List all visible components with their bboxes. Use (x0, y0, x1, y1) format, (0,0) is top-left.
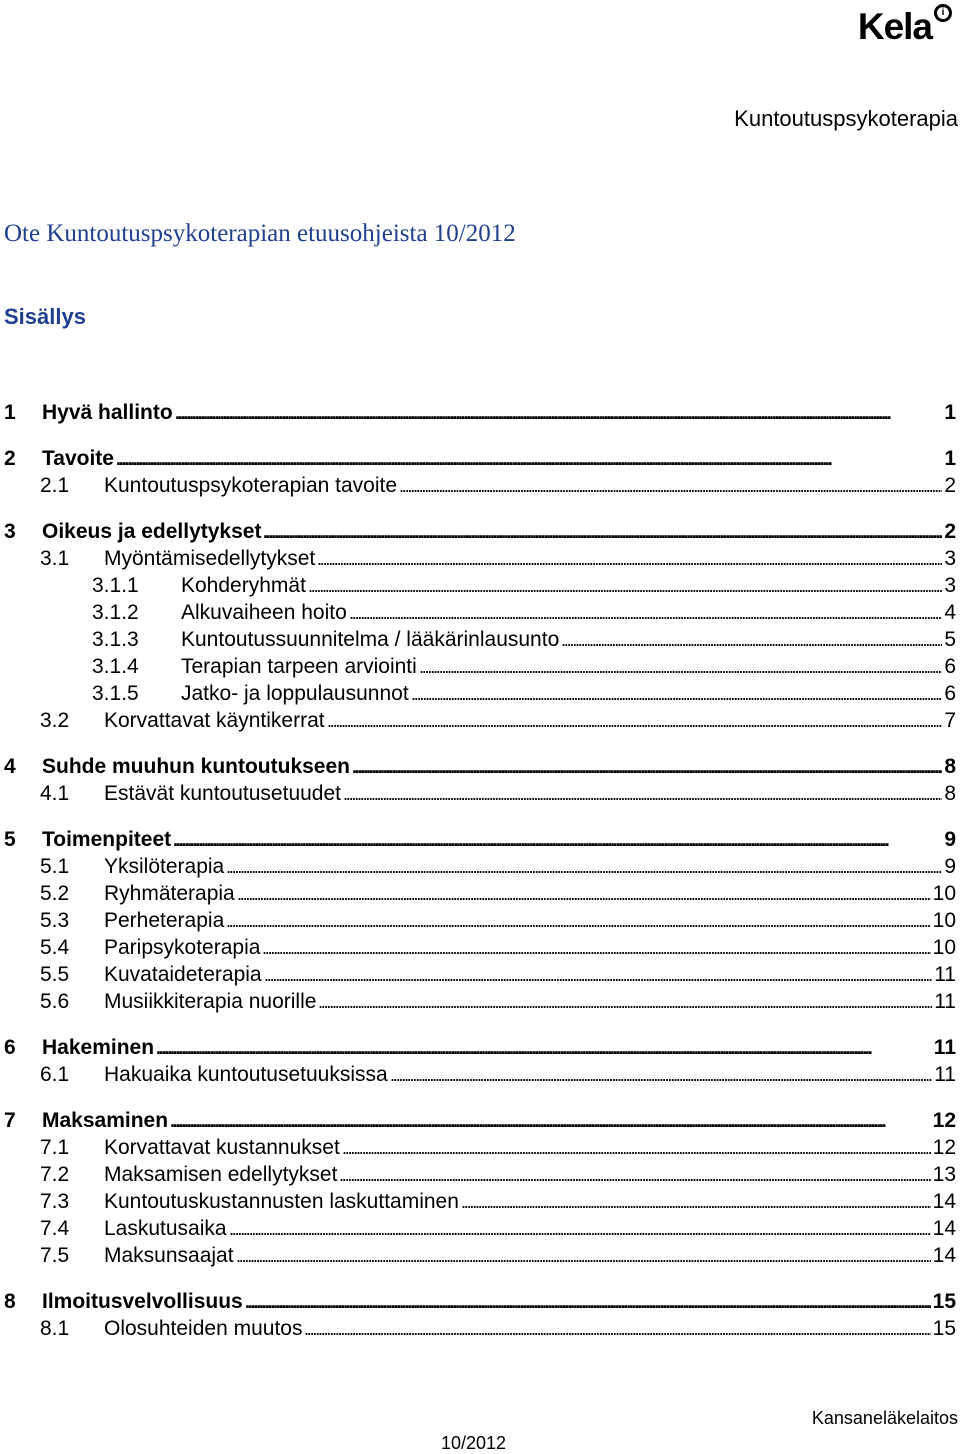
toc-entry-page: 9 (944, 855, 956, 878)
toc-leader-dots (399, 472, 942, 499)
toc-entry-page: 11 (934, 1063, 956, 1086)
toc-entry-title: Maksunsaajat (104, 1244, 234, 1267)
toc-entry[interactable] (4, 988, 956, 1015)
toc-entry-page: 2 (944, 474, 956, 497)
toc-entry-number: 7.5 (40, 1244, 70, 1267)
toc-entry[interactable] (4, 1315, 956, 1342)
toc-leader-dots (561, 626, 942, 653)
toc-entry[interactable] (4, 826, 956, 853)
toc-entry-number: 5.2 (40, 882, 70, 905)
toc-entry[interactable] (4, 1161, 956, 1188)
toc-entry-number: 3.1.3 (92, 628, 139, 651)
toc-entry-number: 7.3 (40, 1190, 70, 1213)
toc-entry-title: Perheterapia (104, 909, 225, 932)
toc-entry-number: 5.6 (40, 990, 70, 1013)
toc-leader-dots (237, 880, 931, 907)
toc-leader-dots (263, 518, 942, 545)
toc-entry-title: Oikeus ja edellytykset (42, 520, 262, 543)
toc-entry-title: Laskutusaika (104, 1217, 227, 1240)
toc-entry-page: 15 (932, 1317, 956, 1340)
footer-organization: Kansaneläkelaitos (811, 1408, 958, 1428)
toc-entry-number: 3.1.4 (92, 655, 139, 678)
table-of-contents (4, 399, 956, 1342)
toc-entry-number: 8.1 (40, 1317, 70, 1340)
toc-entry-title: Kuntoutuskustannusten laskuttaminen (104, 1190, 459, 1213)
toc-entry-page: 8 (944, 755, 956, 778)
toc-entry[interactable] (4, 707, 956, 734)
toc-entry-title: Maksamisen edellytykset (104, 1163, 338, 1186)
toc-entry-page: 14 (932, 1190, 956, 1213)
toc-entry-page: 13 (932, 1163, 956, 1186)
document-type: Kuntoutuspsykoterapia (734, 106, 958, 131)
toc-entry[interactable] (4, 907, 956, 934)
toc-entry-page: 10 (932, 909, 956, 932)
toc-entry-title: Alkuvaiheen hoito (181, 601, 347, 624)
toc-entry-number: 7.2 (40, 1163, 70, 1186)
toc-entry-title: Paripsykoterapia (104, 936, 261, 959)
toc-entry-number: 3.1.1 (92, 574, 139, 597)
toc-entry-number: 3.1 (40, 547, 70, 570)
toc-leader-dots (245, 1288, 931, 1315)
toc-leader-dots (156, 1034, 932, 1061)
toc-entry[interactable] (4, 626, 956, 653)
toc-leader-dots (390, 1061, 932, 1088)
toc-leader-dots (116, 445, 942, 472)
toc-entry-title: Musiikkiterapia nuorille (104, 990, 317, 1013)
toc-leader-dots (262, 934, 931, 961)
toc-entry-number: 5.1 (40, 855, 70, 878)
toc-entry-number: 4.1 (40, 782, 70, 805)
toc-entry-title: Yksilöterapia (104, 855, 225, 878)
toc-leader-dots (342, 1134, 931, 1161)
toc-entry[interactable] (4, 680, 956, 707)
toc-leader-dots (264, 961, 932, 988)
toc-entry[interactable] (4, 599, 956, 626)
toc-entry-number: 6.1 (40, 1063, 70, 1086)
toc-entry-number: 4 (4, 755, 16, 778)
toc-entry-number: 5.5 (40, 963, 70, 986)
toc-entry-page: 1 (944, 447, 956, 470)
toc-entry[interactable] (4, 1107, 956, 1134)
toc-entry-page: 10 (932, 882, 956, 905)
toc-entry-title: Maksaminen (42, 1109, 169, 1132)
toc-leader-dots (236, 1242, 931, 1269)
toc-entry-title: Toimenpiteet (42, 828, 172, 851)
toc-entry[interactable] (4, 880, 956, 907)
toc-leader-dots (343, 780, 942, 807)
toc-entry-number: 7 (4, 1109, 16, 1132)
toc-leader-dots (349, 599, 942, 626)
toc-entry-number: 3.1.5 (92, 682, 139, 705)
toc-entry[interactable] (4, 1034, 956, 1061)
toc-entry-page: 11 (934, 990, 956, 1013)
toc-entry-page: 15 (932, 1290, 956, 1313)
toc-entry-title: Korvattavat kustannukset (104, 1136, 340, 1159)
logo-wordmark: Kela (857, 6, 932, 47)
toc-leader-dots (304, 1315, 931, 1342)
toc-entry[interactable] (4, 1188, 956, 1215)
toc-entry[interactable] (4, 653, 956, 680)
toc-entry[interactable] (4, 753, 956, 780)
toc-entry-page: 11 (934, 963, 956, 986)
toc-entry-number: 5 (4, 828, 16, 851)
contents-heading: Sisällys (4, 304, 86, 329)
toc-leader-dots (229, 1215, 931, 1242)
toc-entry[interactable] (4, 472, 956, 499)
toc-entry-page: 11 (933, 1036, 956, 1059)
toc-entry-title: Tavoite (42, 447, 114, 470)
info-mark-icon: i (934, 4, 952, 22)
toc-entry-title: Ilmoitusvelvollisuus (42, 1290, 243, 1313)
toc-leader-dots (352, 753, 942, 780)
toc-entry-page: 9 (944, 828, 956, 851)
toc-entry-page: 1 (944, 401, 956, 424)
toc-leader-dots (318, 988, 932, 1015)
toc-entry-number: 5.4 (40, 936, 70, 959)
toc-entry-number: 5.3 (40, 909, 70, 932)
toc-entry-page: 8 (944, 782, 956, 805)
toc-entry-title: Kuvataideterapia (104, 963, 262, 986)
toc-entry-page: 6 (944, 655, 956, 678)
toc-entry-title: Kuntoutussuunnitelma / lääkärinlausunto (181, 628, 560, 651)
toc-entry[interactable] (4, 780, 956, 807)
toc-entry-title: Jatko- ja loppulausunnot (181, 682, 409, 705)
toc-entry[interactable] (4, 545, 956, 572)
toc-entry-number: 2.1 (40, 474, 70, 497)
toc-entry-number: 7.4 (40, 1217, 70, 1240)
toc-entry[interactable] (4, 399, 956, 426)
toc-entry-number: 8 (4, 1290, 16, 1313)
toc-entry-title: Kuntoutuspsykoterapian tavoite (104, 474, 398, 497)
toc-entry-title: Hyvä hallinto (42, 401, 173, 424)
toc-entry-page: 12 (932, 1109, 956, 1132)
toc-entry-number: 3.2 (40, 709, 70, 732)
toc-entry[interactable] (4, 853, 956, 880)
toc-entry-title: Hakeminen (42, 1036, 155, 1059)
toc-entry[interactable] (4, 934, 956, 961)
toc-entry-title: Terapian tarpeen arviointi (181, 655, 417, 678)
toc-entry-page: 14 (932, 1217, 956, 1240)
toc-entry-page: 14 (932, 1244, 956, 1267)
toc-entry-page: 6 (944, 682, 956, 705)
toc-entry-title: Ryhmäterapia (104, 882, 235, 905)
toc-entry-page: 3 (944, 574, 956, 597)
toc-leader-dots (411, 680, 942, 707)
toc-entry[interactable] (4, 961, 956, 988)
toc-leader-dots (327, 707, 942, 734)
toc-entry-page: 3 (944, 547, 956, 570)
toc-leader-dots (419, 653, 942, 680)
toc-entry[interactable] (4, 1134, 956, 1161)
toc-entry-page: 7 (944, 709, 956, 732)
toc-entry-page: 4 (944, 601, 956, 624)
toc-entry-number: 3 (4, 520, 16, 543)
toc-entry-number: 2 (4, 447, 16, 470)
toc-leader-dots (173, 826, 942, 853)
toc-entry-page: 5 (944, 628, 956, 651)
toc-leader-dots (308, 572, 942, 599)
toc-leader-dots (226, 907, 931, 934)
toc-leader-dots (170, 1107, 931, 1134)
toc-entry-number: 1 (4, 401, 16, 424)
toc-entry-title: Estävät kuntoutusetuudet (104, 782, 341, 805)
toc-entry-number: 6 (4, 1036, 16, 1059)
toc-entry-title: Suhde muuhun kuntoutukseen (42, 755, 350, 778)
toc-leader-dots (226, 853, 942, 880)
toc-entry-title: Olosuhteiden muutos (104, 1317, 303, 1340)
toc-leader-dots (461, 1188, 931, 1215)
toc-entry[interactable] (4, 1215, 956, 1242)
toc-leader-dots (339, 1161, 931, 1188)
page-title: Ote Kuntoutuspsykoterapian etuusohjeista 10/2012 (4, 220, 516, 247)
toc-entry[interactable] (4, 1288, 956, 1315)
toc-entry-page: 2 (944, 520, 956, 543)
toc-entry-title: Korvattavat käyntikerrat (104, 709, 325, 732)
toc-leader-dots (317, 545, 942, 572)
toc-entry-title: Kohderyhmät (181, 574, 306, 597)
toc-entry[interactable] (4, 572, 956, 599)
toc-entry-page: 10 (932, 936, 956, 959)
toc-leader-dots (175, 399, 942, 426)
footer-date: 10/2012 (441, 1433, 507, 1453)
toc-entry-title: Myöntämisedellytykset (104, 547, 316, 570)
toc-entry[interactable] (4, 518, 956, 545)
toc-entry-page: 12 (932, 1136, 956, 1159)
kela-logo (858, 2, 954, 48)
toc-entry[interactable] (4, 1242, 956, 1269)
toc-entry[interactable] (4, 1061, 956, 1088)
toc-entry[interactable] (4, 445, 956, 472)
toc-entry-number: 3.1.2 (92, 601, 139, 624)
toc-entry-title: Hakuaika kuntoutusetuuksissa (104, 1063, 388, 1086)
toc-entry-number: 7.1 (40, 1136, 70, 1159)
